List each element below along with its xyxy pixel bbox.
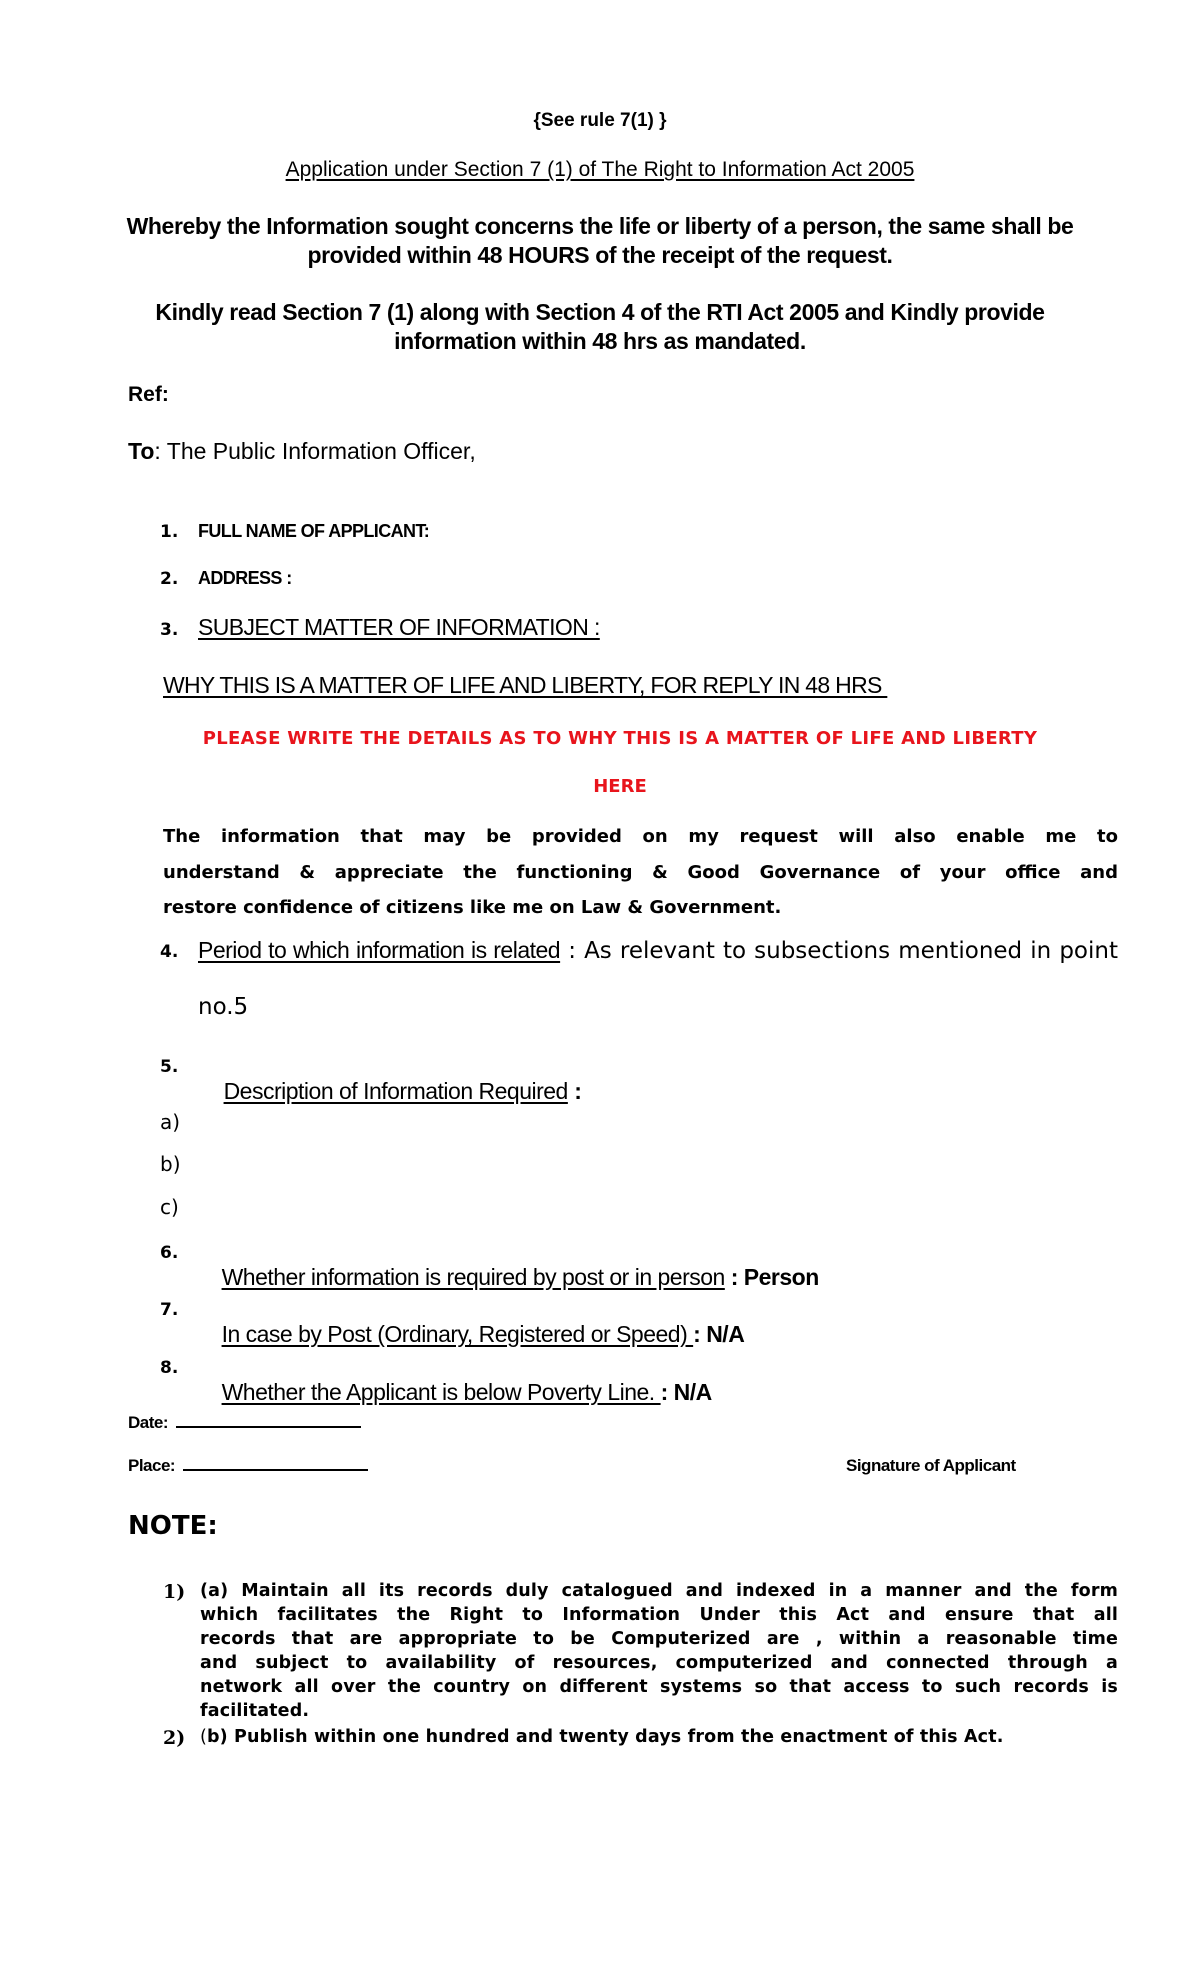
note-2-number: 2)	[163, 1727, 186, 1749]
request-line-2: information within 48 hrs as mandated.	[394, 328, 806, 354]
item-6-label: Whether information is required by post or in person	[221, 1264, 725, 1290]
note-1-line-4: and subject to availability of resources, computerized and connected through a	[200, 1653, 1118, 1673]
note-1-line-3: records that are appropriate to be Computerized are , within a reasonable time	[200, 1629, 1118, 1649]
signature-label: Signature of Applicant	[846, 1456, 1016, 1475]
note-1-line-2: which facilitates the Right to Information Under this Act and ensure that all	[200, 1605, 1118, 1625]
to-recipient: : The Public Information Officer,	[154, 438, 476, 464]
notice-line-2: provided within 48 HOURS of the receipt of the request.	[307, 242, 893, 268]
document-title: Application under Section 7 (1) of The Right to Information Act 2005	[285, 158, 915, 181]
note-heading: NOTE:	[128, 1511, 218, 1541]
to-label: To	[128, 438, 155, 464]
note-2-open-paren: (	[200, 1727, 207, 1747]
item-3-number: 3.	[160, 620, 179, 640]
rule-reference: {See rule 7(1) }	[533, 110, 667, 131]
item-6-number: 6.	[160, 1243, 179, 1263]
place-label: Place:	[128, 1456, 176, 1475]
item-8-number: 8.	[160, 1358, 179, 1378]
item-7-number: 7.	[160, 1300, 179, 1320]
item-1-number: 1.	[160, 522, 179, 542]
paragraph-line-3: restore confidence of citizens like me on Law & Government.	[163, 897, 782, 918]
place-row	[128, 1456, 368, 1476]
item-4-number: 4.	[160, 942, 179, 962]
item-8-label: Whether the Applicant is below Poverty Line.	[221, 1379, 661, 1405]
date-row	[128, 1413, 361, 1433]
note-2-text: b) Publish within one hundred and twenty days from the enactment of this Act.	[206, 1727, 1004, 1747]
sub-item-c: c)	[160, 1195, 179, 1219]
paragraph-line-2: understand & appreciate the functioning & Good Governance of your office and	[163, 862, 1118, 883]
item-6-value: : Person	[724, 1264, 819, 1290]
sub-item-a: a)	[160, 1110, 181, 1134]
item-7-value: : N/A	[693, 1321, 745, 1347]
item-5-suffix: :	[567, 1078, 582, 1104]
note-1-line-5: network all over the country on different systems so that access to such records is	[200, 1677, 1118, 1697]
item-4-label: Period to which information is related	[198, 937, 561, 963]
note-1-line-1: (a) Maintain all its records duly catalogued and indexed in a manner and the form	[200, 1581, 1118, 1601]
request-line-1: Kindly read Section 7 (1) along with Section 4 of the RTI Act 2005 and Kindly provide	[155, 299, 1045, 325]
to-line	[128, 438, 476, 465]
item-2-label: ADDRESS :	[198, 568, 292, 588]
sub-item-b: b)	[160, 1152, 181, 1176]
place-blank-line[interactable]	[183, 1469, 368, 1471]
item-8-value: : N/A	[660, 1379, 712, 1405]
date-label: Date:	[128, 1413, 169, 1432]
item-4-value-cont: no.5	[198, 994, 249, 1020]
instruction-line-1: PLEASE WRITE THE DETAILS AS TO WHY THIS IS A MATTER OF LIFE AND LIBERTY	[202, 728, 1038, 749]
item-5-label: Description of Information Required	[223, 1078, 568, 1104]
item-7-label: In case by Post (Ordinary, Registered or Speed)	[221, 1321, 694, 1347]
note-1-number: 1)	[163, 1581, 186, 1603]
note-2-line	[200, 1727, 1004, 1747]
note-1-line-6: facilitated.	[200, 1701, 310, 1721]
date-blank-line[interactable]	[176, 1426, 361, 1428]
item-2-number: 2.	[160, 569, 179, 589]
item-5-line	[198, 1051, 582, 1132]
item-5-number: 5.	[160, 1057, 179, 1077]
instruction-line-2: HERE	[593, 776, 647, 797]
item-4-line	[198, 937, 1118, 964]
item-3-label: SUBJECT MATTER OF INFORMATION :	[198, 614, 600, 640]
ref-label: Ref:	[128, 383, 169, 406]
notice-line-1: Whereby the Information sought concerns the life or liberty of a person, the same shall be	[126, 213, 1074, 239]
paragraph-line-1: The information that may be provided on my request will also enable me to	[163, 826, 1118, 847]
why-heading: WHY THIS IS A MATTER OF LIFE AND LIBERTY, FOR REPLY IN 48 HRS	[163, 672, 888, 698]
item-4-value: : As relevant to subsections mentioned in point	[560, 938, 1118, 964]
item-1-label: FULL NAME OF APPLICANT:	[198, 521, 430, 541]
